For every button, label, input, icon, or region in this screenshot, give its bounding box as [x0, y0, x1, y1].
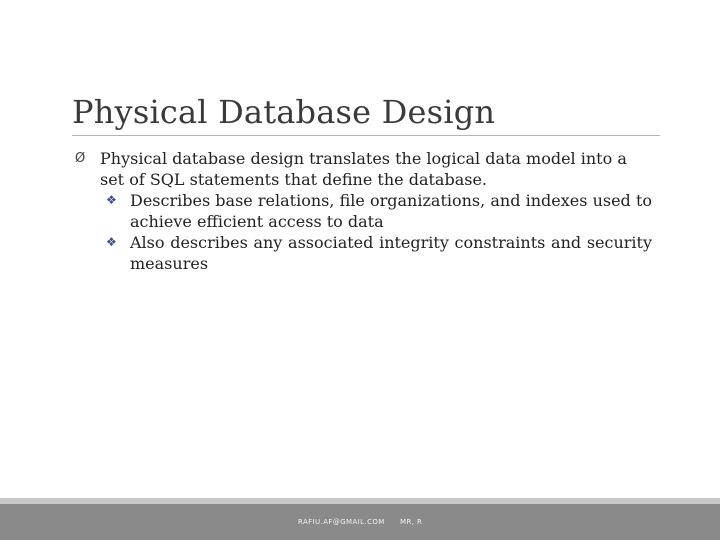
title-divider [72, 135, 660, 136]
arrow-bullet-icon: Ø [75, 151, 86, 166]
diamond-bullet-icon: ❖ [106, 193, 117, 207]
bullet-text: Physical database design translates the logical data model into a set of SQL statements that define the database. [100, 149, 627, 189]
sub-bullet-item [106, 190, 652, 232]
footer-email: RAFIU.AF@GMAIL.COM [298, 518, 385, 526]
sub-bullet-text: Also describes any associated integrity constraints and security measures [130, 233, 652, 273]
sub-bullet-text: Describes base relations, file organizations, and indexes used to achieve efficient access to data [130, 191, 652, 231]
slide-content [72, 148, 652, 274]
footer-author: MR, R [400, 518, 423, 526]
diamond-bullet-icon: ❖ [106, 235, 117, 249]
sub-bullet-item [106, 232, 652, 274]
bullet-item [72, 148, 652, 190]
slide-title: Physical Database Design [72, 93, 496, 131]
